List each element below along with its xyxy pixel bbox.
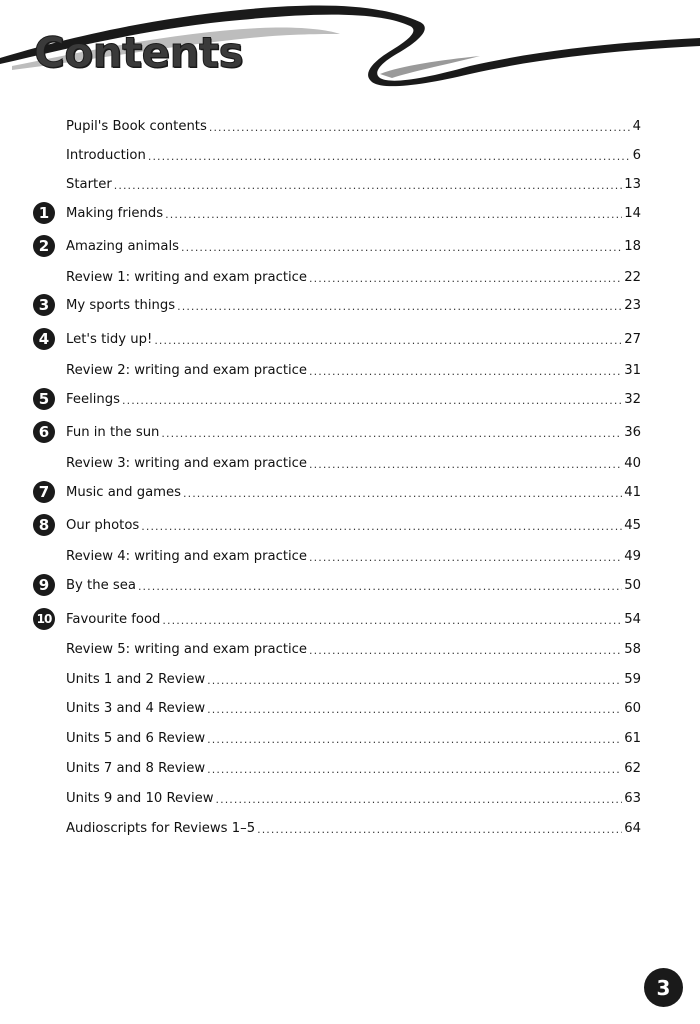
dot-leader <box>122 393 622 408</box>
unit-number-badge: 5 <box>33 388 55 410</box>
toc-entry[interactable] <box>66 815 641 837</box>
dot-leader <box>148 149 631 164</box>
toc-entry-label: Feelings <box>66 392 121 407</box>
toc-entry[interactable] <box>66 142 641 164</box>
toc-entry[interactable] <box>66 755 641 777</box>
toc-entry[interactable] <box>66 113 641 135</box>
toc-entry[interactable] <box>66 695 641 717</box>
toc-entry-label: Audioscripts for Reviews 1–5 <box>66 821 256 836</box>
toc-entry-label: Review 3: writing and exam practice <box>66 456 308 471</box>
page-number-badge: 3 <box>644 968 683 1007</box>
toc-entry-label: Our photos <box>66 518 140 533</box>
toc-entry[interactable] <box>66 543 641 565</box>
toc-entry[interactable] <box>38 572 641 594</box>
toc-entry-label: Amazing animals <box>66 239 180 254</box>
unit-number-badge: 8 <box>33 514 55 536</box>
unit-number-badge: 6 <box>33 421 55 443</box>
dot-leader <box>207 762 622 777</box>
dot-leader <box>309 457 622 472</box>
toc-entry[interactable] <box>38 292 641 314</box>
dot-leader <box>177 299 622 314</box>
toc-entry-label: Units 5 and 6 Review <box>66 731 206 746</box>
dot-leader <box>309 271 622 286</box>
dot-leader <box>309 550 622 565</box>
dot-leader <box>309 643 622 658</box>
toc-entry-page: 59 <box>624 672 641 687</box>
toc-entry-label: My sports things <box>66 298 176 313</box>
toc-entry-page: 31 <box>624 363 641 378</box>
toc-entry-page: 64 <box>624 821 641 836</box>
toc-entry-label: By the sea <box>66 578 136 593</box>
toc-entry-page: 4 <box>632 119 641 134</box>
toc-entry-label: Review 2: writing and exam practice <box>66 363 308 378</box>
dot-leader <box>183 486 622 501</box>
toc-entry-label: Units 3 and 4 Review <box>66 701 206 716</box>
toc-entry-label: Making friends <box>66 206 164 221</box>
dot-leader <box>165 207 622 222</box>
toc-entry[interactable] <box>66 636 641 658</box>
toc-entry-label: Pupil's Book contents <box>66 119 207 134</box>
dot-leader <box>309 364 622 379</box>
dot-leader <box>209 120 631 135</box>
unit-number-badge: 9 <box>33 574 55 596</box>
unit-number-badge: 7 <box>33 481 55 503</box>
toc-entry-page: 58 <box>624 642 641 657</box>
toc-entry-page: 36 <box>624 425 641 440</box>
toc-entry[interactable] <box>38 200 641 222</box>
toc-entry[interactable] <box>38 233 641 255</box>
toc-entry[interactable] <box>66 450 641 472</box>
dot-leader <box>181 240 622 255</box>
dot-leader <box>207 702 622 717</box>
dot-leader <box>257 822 622 837</box>
toc-entry[interactable] <box>66 264 641 286</box>
toc-entry-page: 32 <box>624 392 641 407</box>
dot-leader <box>154 333 622 348</box>
unit-number-badge: 4 <box>33 328 55 350</box>
dot-leader <box>141 519 622 534</box>
toc-entry-page: 13 <box>624 177 641 192</box>
dot-leader <box>114 178 622 193</box>
dot-leader <box>207 732 622 747</box>
toc-entry[interactable] <box>66 357 641 379</box>
toc-entry[interactable] <box>66 171 641 193</box>
toc-entry-page: 60 <box>624 701 641 716</box>
toc-entry[interactable] <box>38 479 641 501</box>
toc-entry-page: 40 <box>624 456 641 471</box>
toc-entry-label: Review 4: writing and exam practice <box>66 549 308 564</box>
toc-entry-label: Fun in the sun <box>66 425 160 440</box>
toc-entry-page: 50 <box>624 578 641 593</box>
toc-entry-page: 22 <box>624 270 641 285</box>
dot-leader <box>207 673 622 688</box>
unit-number-badge: 2 <box>33 235 55 257</box>
toc-entry[interactable] <box>66 725 641 747</box>
unit-number-badge: 3 <box>33 294 55 316</box>
toc-entry-page: 49 <box>624 549 641 564</box>
toc-entry-page: 27 <box>624 332 641 347</box>
unit-number-badge: 10 <box>33 608 55 630</box>
toc-entry-page: 62 <box>624 761 641 776</box>
unit-number-badge: 1 <box>33 202 55 224</box>
toc-entry-page: 45 <box>624 518 641 533</box>
toc-entry[interactable] <box>38 512 641 534</box>
toc-entry[interactable] <box>38 386 641 408</box>
toc-entry-page: 63 <box>624 791 641 806</box>
toc-entry-page: 41 <box>624 485 641 500</box>
dot-leader <box>138 579 622 594</box>
toc-entry-label: Favourite food <box>66 612 161 627</box>
toc-entry-label: Music and games <box>66 485 181 500</box>
toc-entry-label: Review 1: writing and exam practice <box>66 270 308 285</box>
toc-entry[interactable] <box>36 606 641 628</box>
toc-entry[interactable] <box>66 785 641 807</box>
toc-entry[interactable] <box>38 326 641 348</box>
toc-entry-page: 61 <box>624 731 641 746</box>
toc-entry[interactable] <box>66 666 641 688</box>
page-title: Contents <box>34 28 244 77</box>
toc-entry-label: Units 7 and 8 Review <box>66 761 206 776</box>
toc-entry-page: 54 <box>624 612 641 627</box>
toc-entry-page: 23 <box>624 298 641 313</box>
dot-leader <box>161 426 622 441</box>
dot-leader <box>162 613 622 628</box>
toc-entry-page: 6 <box>632 148 641 163</box>
toc-entry-label: Introduction <box>66 148 146 163</box>
toc-entry-label: Units 1 and 2 Review <box>66 672 206 687</box>
toc-entry-label: Units 9 and 10 Review <box>66 791 214 806</box>
toc-entry-label: Let's tidy up! <box>66 332 153 347</box>
toc-entry-page: 18 <box>624 239 641 254</box>
toc-entry-label: Starter <box>66 177 112 192</box>
toc-entry-page: 14 <box>624 206 641 221</box>
toc-entry-label: Review 5: writing and exam practice <box>66 642 308 657</box>
dot-leader <box>216 792 623 807</box>
toc-entry[interactable] <box>38 419 641 441</box>
